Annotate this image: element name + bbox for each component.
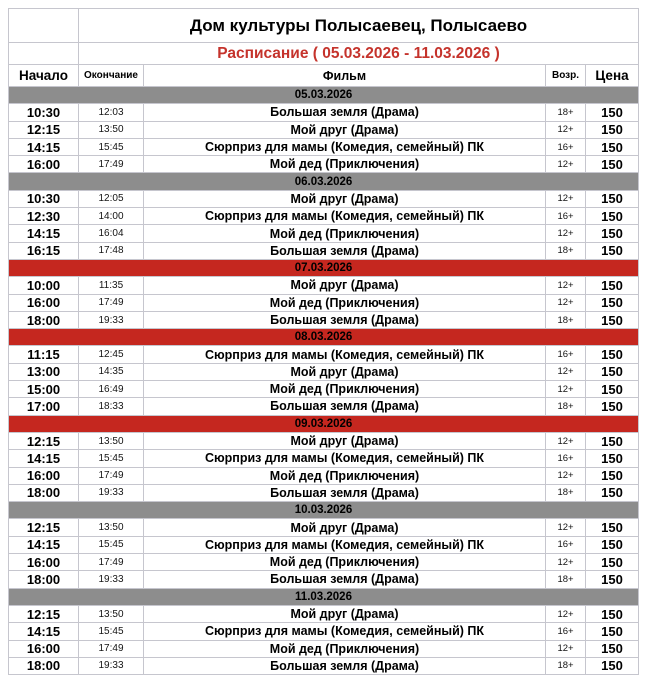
show-end-time: 11:35 [79,277,144,294]
show-price: 150 [586,536,639,553]
show-start-time: 12:15 [9,121,79,138]
column-header-film: Фильм [144,65,546,87]
show-row [9,156,639,173]
date-band-row [9,415,639,432]
show-end-time: 17:49 [79,467,144,484]
show-end-time: 17:49 [79,554,144,571]
show-end-time: 13:50 [79,432,144,449]
show-start-time: 12:15 [9,519,79,536]
show-age-rating: 12+ [546,277,586,294]
show-film-title: Мой друг (Драма) [144,519,546,536]
show-age-rating: 12+ [546,190,586,207]
show-price: 150 [586,467,639,484]
show-start-time: 16:00 [9,554,79,571]
show-end-time: 15:45 [79,450,144,467]
show-film-title: Сюрприз для мамы (Комедия, семейный) ПК [144,138,546,155]
show-end-time: 15:45 [79,536,144,553]
show-film-title: Большая земля (Драма) [144,311,546,328]
show-film-title: Мой друг (Драма) [144,190,546,207]
show-end-time: 17:49 [79,156,144,173]
show-start-time: 17:00 [9,398,79,415]
show-price: 150 [586,381,639,398]
show-start-time: 18:00 [9,484,79,501]
show-film-title: Большая земля (Драма) [144,571,546,588]
show-price: 150 [586,432,639,449]
show-start-time: 12:15 [9,432,79,449]
show-start-time: 12:15 [9,605,79,622]
show-row [9,571,639,588]
show-film-title: Мой дед (Приключения) [144,467,546,484]
column-header-end: Окончание [79,65,144,87]
date-band-label: 06.03.2026 [9,173,639,190]
show-film-title: Мой дед (Приключения) [144,225,546,242]
show-age-rating: 18+ [546,484,586,501]
show-start-time: 16:00 [9,156,79,173]
show-end-time: 19:33 [79,571,144,588]
show-price: 150 [586,605,639,622]
show-age-rating: 16+ [546,138,586,155]
show-film-title: Мой дед (Приключения) [144,554,546,571]
show-age-rating: 12+ [546,363,586,380]
show-start-time: 13:00 [9,363,79,380]
show-price: 150 [586,484,639,501]
show-start-time: 15:00 [9,381,79,398]
show-price: 150 [586,242,639,259]
show-price: 150 [586,190,639,207]
show-film-title: Мой друг (Драма) [144,277,546,294]
show-price: 150 [586,208,639,225]
show-film-title: Большая земля (Драма) [144,104,546,121]
date-band-label: 07.03.2026 [9,259,639,276]
date-band-row [9,588,639,605]
corner-cell-blank [9,43,79,65]
show-price: 150 [586,450,639,467]
show-row [9,398,639,415]
show-start-time: 18:00 [9,311,79,328]
show-end-time: 16:49 [79,381,144,398]
show-start-time: 16:00 [9,294,79,311]
show-age-rating: 18+ [546,311,586,328]
show-row [9,484,639,501]
show-age-rating: 18+ [546,104,586,121]
show-film-title: Большая земля (Драма) [144,657,546,674]
show-age-rating: 12+ [546,605,586,622]
show-row [9,242,639,259]
show-film-title: Мой друг (Драма) [144,605,546,622]
show-age-rating: 18+ [546,657,586,674]
schedule-table [8,8,639,675]
show-age-rating: 12+ [546,432,586,449]
show-end-time: 14:35 [79,363,144,380]
show-start-time: 14:15 [9,225,79,242]
show-row [9,450,639,467]
show-row [9,121,639,138]
show-age-rating: 16+ [546,346,586,363]
show-end-time: 15:45 [79,623,144,640]
show-end-time: 19:33 [79,484,144,501]
show-price: 150 [586,363,639,380]
show-end-time: 13:50 [79,605,144,622]
show-row [9,536,639,553]
date-band-label: 11.03.2026 [9,588,639,605]
show-row [9,294,639,311]
show-price: 150 [586,121,639,138]
show-age-rating: 16+ [546,623,586,640]
show-row [9,623,639,640]
show-film-title: Мой друг (Драма) [144,363,546,380]
show-end-time: 17:49 [79,294,144,311]
show-row [9,138,639,155]
show-price: 150 [586,623,639,640]
subtitle-row [9,43,639,65]
show-price: 150 [586,640,639,657]
show-age-rating: 12+ [546,121,586,138]
show-row [9,381,639,398]
show-film-title: Мой дед (Приключения) [144,156,546,173]
show-film-title: Большая земля (Драма) [144,484,546,501]
date-band-label: 09.03.2026 [9,415,639,432]
schedule-period-title: Расписание ( 05.03.2026 - 11.03.2026 ) [79,43,639,65]
show-age-rating: 18+ [546,242,586,259]
show-age-rating: 18+ [546,398,586,415]
column-header-price: Цена [586,65,639,87]
show-end-time: 12:05 [79,190,144,207]
show-row [9,640,639,657]
show-price: 150 [586,554,639,571]
show-film-title: Большая земля (Драма) [144,398,546,415]
show-age-rating: 12+ [546,156,586,173]
show-age-rating: 16+ [546,208,586,225]
show-price: 150 [586,294,639,311]
show-start-time: 14:15 [9,138,79,155]
column-header-start: Начало [9,65,79,87]
date-band-row [9,502,639,519]
show-film-title: Мой дед (Приключения) [144,294,546,311]
show-price: 150 [586,156,639,173]
schedule-body [9,9,639,675]
show-row [9,225,639,242]
show-age-rating: 12+ [546,381,586,398]
show-end-time: 17:49 [79,640,144,657]
show-start-time: 18:00 [9,657,79,674]
show-end-time: 19:33 [79,657,144,674]
date-band-label: 08.03.2026 [9,329,639,346]
show-film-title: Мой друг (Драма) [144,432,546,449]
show-film-title: Сюрприз для мамы (Комедия, семейный) ПК [144,623,546,640]
show-start-time: 18:00 [9,571,79,588]
show-film-title: Сюрприз для мамы (Комедия, семейный) ПК [144,208,546,225]
show-price: 150 [586,398,639,415]
show-row [9,311,639,328]
show-row [9,346,639,363]
show-start-time: 11:15 [9,346,79,363]
show-start-time: 14:15 [9,623,79,640]
show-row [9,467,639,484]
show-end-time: 19:33 [79,311,144,328]
column-header-age: Возр. [546,65,586,87]
show-age-rating: 12+ [546,554,586,571]
show-film-title: Сюрприз для мамы (Комедия, семейный) ПК [144,346,546,363]
show-row [9,208,639,225]
show-price: 150 [586,657,639,674]
show-price: 150 [586,571,639,588]
show-age-rating: 18+ [546,571,586,588]
show-row [9,190,639,207]
show-start-time: 14:15 [9,536,79,553]
show-row [9,363,639,380]
show-start-time: 16:00 [9,467,79,484]
date-band-row [9,87,639,104]
show-price: 150 [586,277,639,294]
date-band-row [9,259,639,276]
show-start-time: 14:15 [9,450,79,467]
show-age-rating: 12+ [546,225,586,242]
show-end-time: 13:50 [79,121,144,138]
show-start-time: 10:00 [9,277,79,294]
show-film-title: Сюрприз для мамы (Комедия, семейный) ПК [144,450,546,467]
title-row [9,9,639,43]
date-band-row [9,173,639,190]
show-film-title: Мой друг (Драма) [144,121,546,138]
show-film-title: Мой дед (Приключения) [144,381,546,398]
show-price: 150 [586,311,639,328]
show-row [9,605,639,622]
show-start-time: 10:30 [9,104,79,121]
date-band-label: 10.03.2026 [9,502,639,519]
show-row [9,657,639,674]
show-end-time: 13:50 [79,519,144,536]
show-price: 150 [586,104,639,121]
show-row [9,519,639,536]
date-band-label: 05.03.2026 [9,87,639,104]
show-end-time: 17:48 [79,242,144,259]
show-start-time: 12:30 [9,208,79,225]
show-start-time: 16:00 [9,640,79,657]
show-age-rating: 16+ [546,536,586,553]
show-film-title: Сюрприз для мамы (Комедия, семейный) ПК [144,536,546,553]
show-end-time: 14:00 [79,208,144,225]
show-end-time: 12:03 [79,104,144,121]
show-row [9,554,639,571]
corner-cell-blank [9,9,79,43]
show-end-time: 15:45 [79,138,144,155]
date-band-row [9,329,639,346]
show-age-rating: 16+ [546,450,586,467]
show-price: 150 [586,225,639,242]
show-end-time: 18:33 [79,398,144,415]
show-start-time: 10:30 [9,190,79,207]
show-film-title: Мой дед (Приключения) [144,640,546,657]
show-age-rating: 12+ [546,467,586,484]
show-row [9,277,639,294]
show-age-rating: 12+ [546,640,586,657]
show-row [9,104,639,121]
show-end-time: 12:45 [79,346,144,363]
show-price: 150 [586,138,639,155]
show-film-title: Большая земля (Драма) [144,242,546,259]
show-start-time: 16:15 [9,242,79,259]
show-price: 150 [586,346,639,363]
show-row [9,432,639,449]
show-price: 150 [586,519,639,536]
show-age-rating: 12+ [546,519,586,536]
show-end-time: 16:04 [79,225,144,242]
venue-title: Дом культуры Полысаевец, Полысаево [79,9,639,43]
column-header-row [9,65,639,87]
show-age-rating: 12+ [546,294,586,311]
